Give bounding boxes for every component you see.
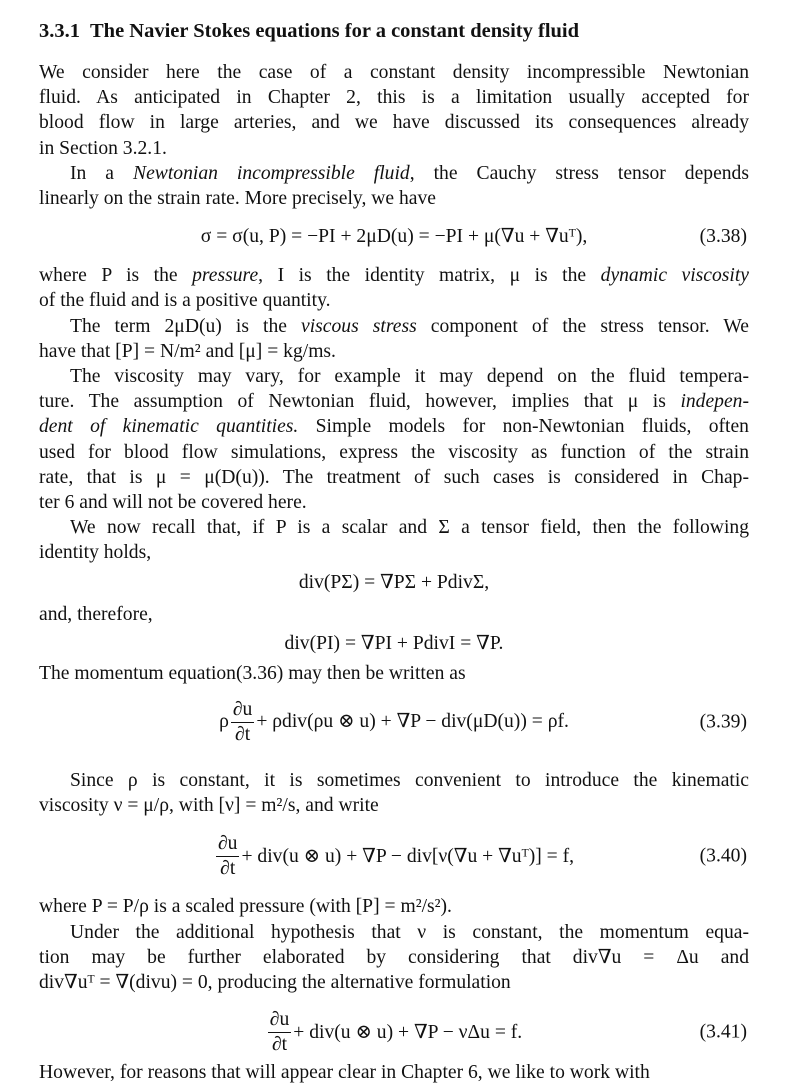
text-line — [39, 314, 749, 339]
text-line: linearly on the strain rate. More precisely, we have — [39, 188, 436, 210]
equation-body: div(PI) = ∇PI + PdivI = ∇P. — [284, 632, 504, 654]
fraction — [216, 832, 239, 881]
text-line: We now recall that, if P is a scalar and Σ a tensor field, then the following — [70, 517, 749, 539]
fraction-numerator: ∂u — [231, 698, 254, 723]
text-span: The term 2μD(u) is the — [70, 315, 302, 337]
text-line: have that [P] = N/m² and [μ] = kg/ms. — [39, 340, 336, 362]
paragraph-8 — [39, 661, 749, 686]
text-line: fluid. As anticipated in Chapter 2, this is a limitation usually accepted for — [39, 87, 749, 109]
emphasis: Newtonian incompressible fluid — [133, 162, 410, 184]
text-line: We consider here the case of a constant density incompressible Newtonian — [39, 62, 749, 83]
equation-number: (3.39) — [699, 711, 747, 733]
equation-3-38 — [39, 211, 749, 263]
emphasis: pressure — [192, 265, 259, 287]
equation-prefix: ρ — [219, 711, 229, 733]
paragraph-6 — [39, 515, 749, 565]
equation-3-41 — [39, 995, 749, 1069]
emphasis: dynamic viscosity — [600, 265, 750, 287]
text-line: rate, that is μ = μ(D(u)). The treatment of such cases is considered in Chap- — [39, 466, 749, 488]
paragraph-5 — [39, 364, 749, 515]
paragraph-9 — [39, 768, 749, 818]
text-line: viscosity ν = μ/ρ, with [ν] = m²/s, and write — [39, 795, 379, 817]
paragraph-2 — [39, 161, 749, 211]
body-text — [39, 60, 749, 1069]
paragraph-3 — [39, 263, 749, 313]
equation-number: (3.41) — [699, 1021, 747, 1043]
fraction-numerator: ∂u — [268, 1008, 291, 1033]
paragraph-7 — [39, 602, 749, 627]
equation-3-39 — [39, 686, 749, 758]
text-span: where P is the — [39, 265, 193, 287]
emphasis: indepen- — [680, 391, 749, 413]
text-line: blood flow in large arteries, and we have discussed its consequences already — [39, 112, 749, 134]
text-line: in Section 3.2.1. — [39, 137, 167, 159]
text-line: tion may be further elaborated by considering that div∇u = Δu and — [39, 946, 749, 968]
paragraph-10 — [39, 894, 749, 919]
text-line: identity holds, — [39, 542, 152, 564]
paragraph-11 — [39, 920, 749, 996]
text-line: used for blood flow simulations, express the viscosity as function of the strain — [39, 441, 749, 463]
text-line: Since ρ is constant, it is sometimes convenient to introduce the kinematic — [70, 770, 749, 792]
equation-number: (3.40) — [699, 845, 747, 867]
fraction-denominator: ∂t — [220, 857, 236, 879]
section-title: The Navier Stokes equations for a constant density fluid — [90, 20, 580, 42]
text-line: where P = P/ρ is a scaled pressure (with [P] = m²/s²). — [39, 896, 452, 918]
paragraph-4 — [39, 314, 749, 364]
text-line: Under the additional hypothesis that ν is constant, the momentum equa- — [70, 921, 749, 943]
identity-equation-1 — [39, 566, 749, 600]
text-line — [39, 161, 749, 186]
cutoff-text — [39, 1060, 749, 1083]
fraction-denominator: ∂t — [271, 1033, 288, 1055]
text-line — [39, 263, 749, 288]
fraction — [268, 1008, 291, 1057]
text-span: ture. The assumption of Newtonian fluid, however, implies that μ is — [39, 391, 681, 413]
text-line — [39, 389, 749, 414]
identity-equation-2 — [39, 627, 749, 661]
equation-body: σ = σ(u, P) = −PI + 2μD(u) = −PI + μ(∇u + ∇uᵀ), — [200, 226, 588, 248]
text-line: The viscosity may vary, for example it may depend on the fluid tempera- — [70, 366, 749, 388]
equation-body: div(PΣ) = ∇PΣ + PdivΣ, — [298, 571, 490, 593]
text-span: In a — [70, 162, 133, 184]
text-span: , the Cauchy stress tensor depends — [409, 162, 749, 184]
emphasis: dent of kinematic quantities. — [39, 416, 299, 438]
text-line: The momentum equation(3.36) may then be written as — [39, 662, 466, 684]
equation-body: + ρdiv(ρu ⊗ u) + ∇P − div(μD(u)) = ρf. — [256, 711, 569, 733]
section-number: 3.3.1 — [39, 20, 80, 42]
fraction — [231, 698, 254, 747]
equation-3-40 — [39, 818, 749, 894]
text-line: of the fluid and is a positive quantity. — [39, 290, 331, 312]
fraction-numerator: ∂u — [216, 832, 239, 857]
text-line: However, for reasons that will appear clear in Chapter 6, we like to work with — [39, 1062, 650, 1083]
text-line: and, therefore, — [39, 603, 153, 625]
text-span: component of the stress tensor. We — [416, 315, 749, 337]
text-line: ter 6 and will not be covered here. — [39, 492, 307, 514]
equation-body: + div(u ⊗ u) + ∇P − νΔu = f. — [293, 1021, 523, 1043]
equation-number: (3.38) — [699, 226, 747, 248]
equation-body: + div(u ⊗ u) + ∇P − div[ν(∇u + ∇uᵀ)] = f, — [241, 845, 575, 867]
fraction-denominator: ∂t — [235, 723, 251, 745]
page — [39, 16, 749, 1069]
emphasis: viscous stress — [301, 315, 417, 337]
paragraph-1 — [39, 60, 749, 161]
section-heading — [39, 16, 749, 46]
text-line — [39, 414, 749, 439]
text-span: , I is the identity matrix, μ is the — [258, 265, 601, 287]
text-span: Simple models for non-Newtonian fluids, often — [298, 416, 749, 438]
text-line: div∇uᵀ = ∇(divu) = 0, producing the alternative formulation — [39, 972, 511, 994]
